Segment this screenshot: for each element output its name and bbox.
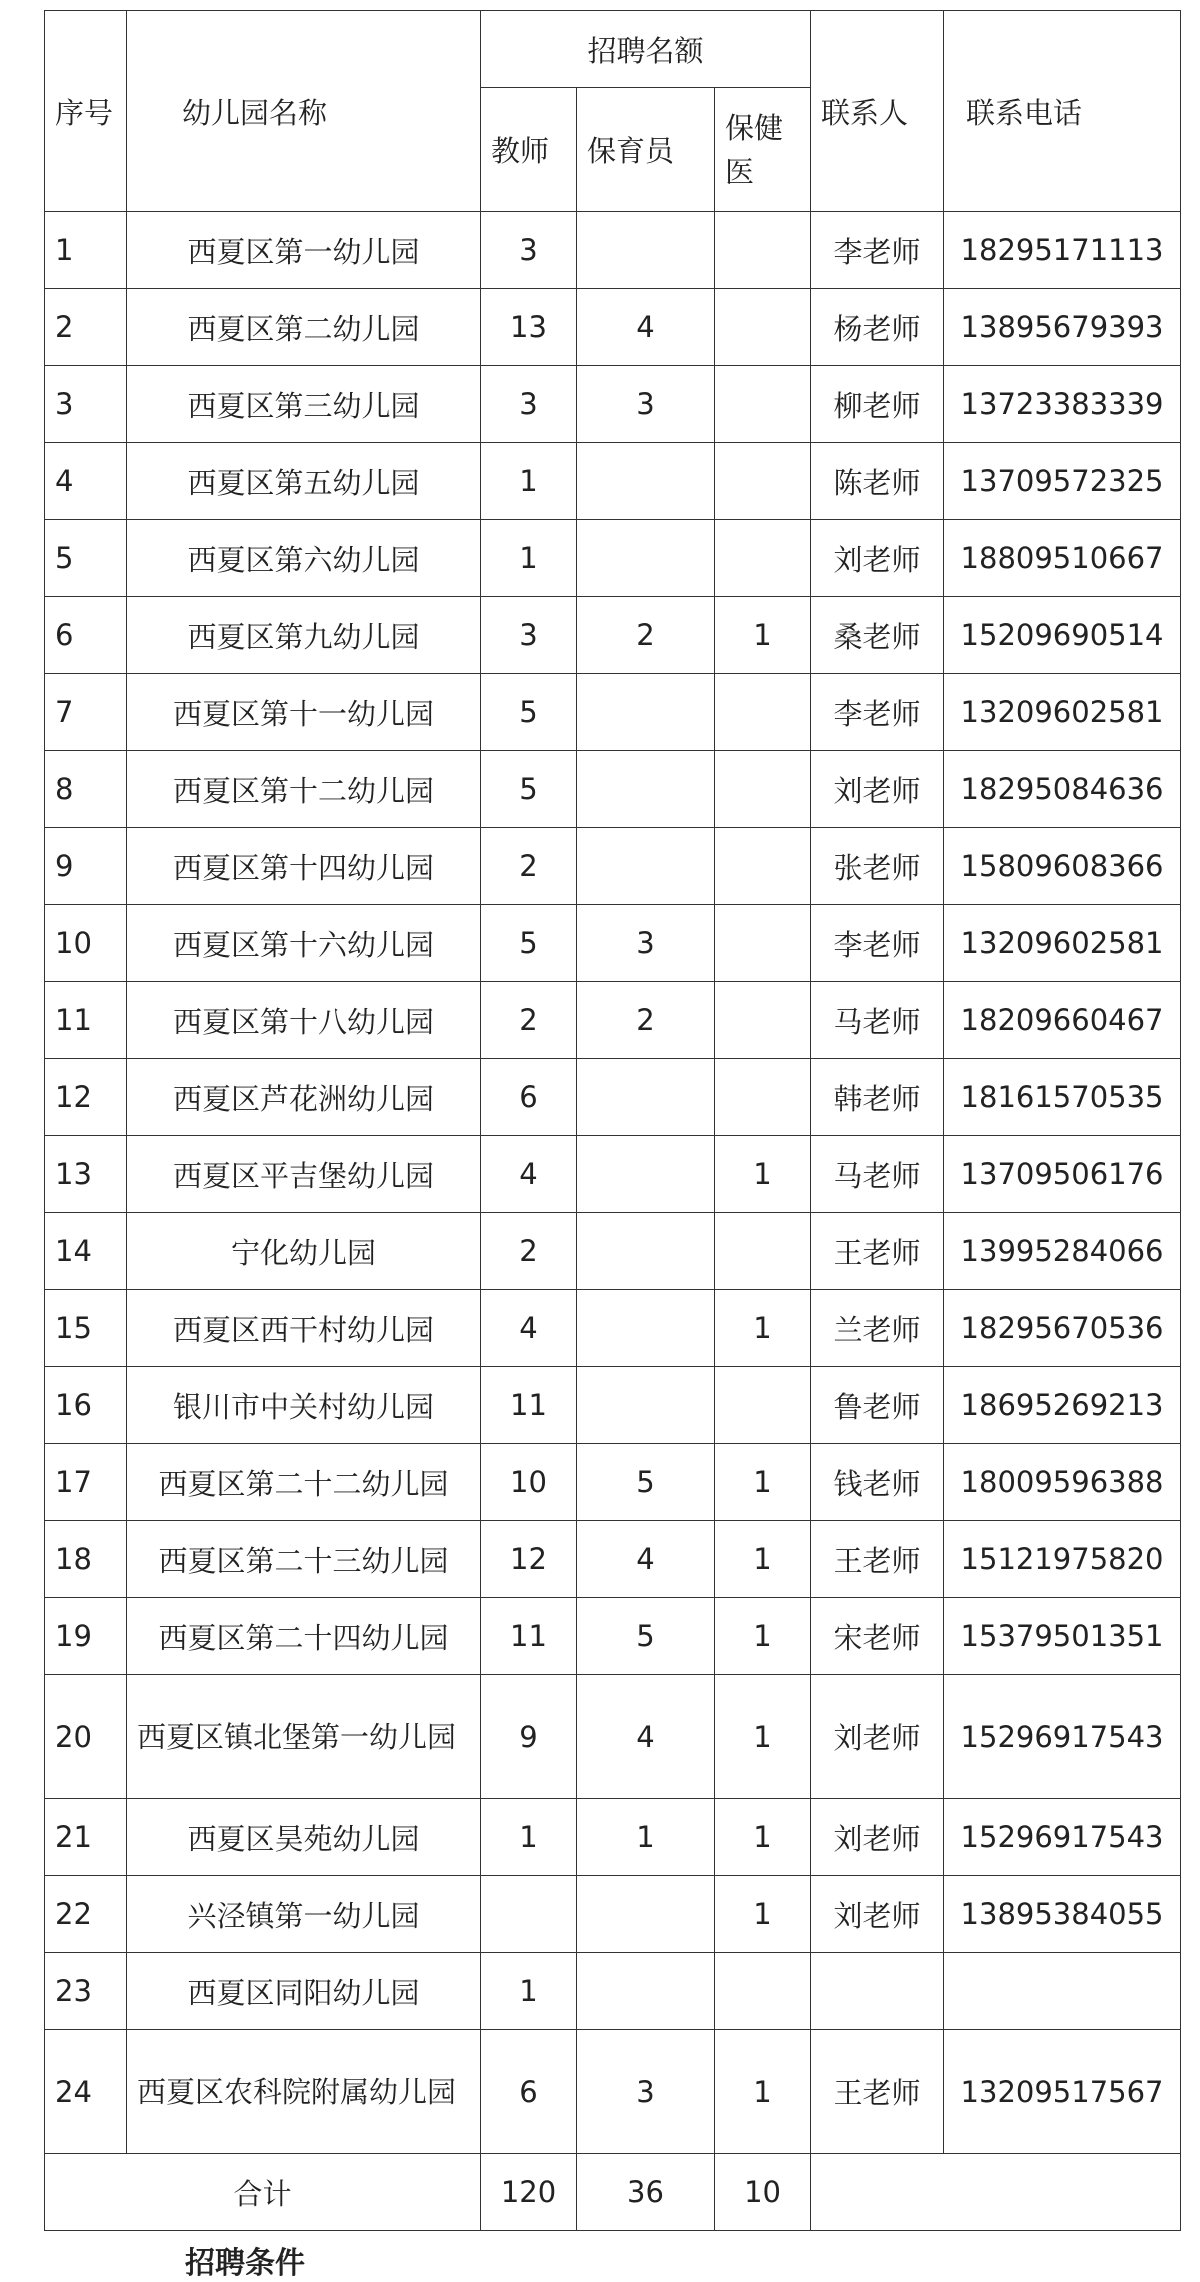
teacher-count-cell: 6	[481, 1059, 577, 1136]
kindergarten-name-cell: 西夏区第九幼儿园	[127, 597, 481, 674]
footer-heading: 招聘条件	[185, 2246, 305, 2281]
teacher-count-cell: 12	[481, 1521, 577, 1598]
table-row	[45, 982, 1181, 1059]
seq-cell: 13	[45, 1136, 127, 1213]
table-row	[45, 674, 1181, 751]
contact-cell	[811, 1953, 944, 2030]
phone-cell: 18209660467	[944, 982, 1181, 1059]
phone-cell: 15809608366	[944, 828, 1181, 905]
contact-cell: 王老师	[811, 1521, 944, 1598]
seq-cell: 2	[45, 289, 127, 366]
nurse-count-cell	[577, 443, 715, 520]
nurse-count-cell	[577, 751, 715, 828]
doctor-count-cell	[715, 1367, 811, 1444]
table-row	[45, 1876, 1181, 1953]
teacher-count-cell: 3	[481, 597, 577, 674]
contact-cell: 刘老师	[811, 520, 944, 597]
phone-cell	[944, 1953, 1181, 2030]
contact-cell: 刘老师	[811, 1799, 944, 1876]
phone-cell: 15209690514	[944, 597, 1181, 674]
doctor-count-cell	[715, 828, 811, 905]
doctor-count-cell: 1	[715, 1876, 811, 1953]
doctor-count-cell	[715, 1953, 811, 2030]
kindergarten-name-cell: 西夏区第五幼儿园	[127, 443, 481, 520]
seq-cell: 12	[45, 1059, 127, 1136]
contact-cell: 李老师	[811, 905, 944, 982]
table-row	[45, 1521, 1181, 1598]
table-row	[45, 520, 1181, 597]
phone-cell: 18295670536	[944, 1290, 1181, 1367]
teacher-count-cell: 5	[481, 674, 577, 751]
kindergarten-name-cell: 西夏区第十六幼儿园	[127, 905, 481, 982]
nurse-count-cell: 3	[577, 2030, 715, 2154]
total-row	[45, 2154, 1181, 2231]
table-row	[45, 597, 1181, 674]
seq-cell: 5	[45, 520, 127, 597]
doctor-count-cell	[715, 1059, 811, 1136]
phone-cell: 15296917543	[944, 1675, 1181, 1799]
phone-cell: 18295171113	[944, 212, 1181, 289]
table-row	[45, 828, 1181, 905]
doctor-count-cell: 1	[715, 1521, 811, 1598]
doctor-count-cell	[715, 751, 811, 828]
table-row	[45, 212, 1181, 289]
nurse-count-cell	[577, 212, 715, 289]
nurse-count-cell: 4	[577, 1521, 715, 1598]
phone-cell: 15121975820	[944, 1521, 1181, 1598]
doctor-count-cell: 1	[715, 1675, 811, 1799]
teacher-count-cell: 13	[481, 289, 577, 366]
doctor-count-cell: 1	[715, 1444, 811, 1521]
header-seq: 序号	[45, 11, 127, 212]
total-label: 合计	[45, 2154, 481, 2231]
nurse-count-cell: 2	[577, 597, 715, 674]
table-row	[45, 1136, 1181, 1213]
seq-cell: 21	[45, 1799, 127, 1876]
nurse-count-cell: 1	[577, 1799, 715, 1876]
doctor-count-cell	[715, 520, 811, 597]
seq-cell: 15	[45, 1290, 127, 1367]
nurse-count-cell: 3	[577, 905, 715, 982]
phone-cell: 18161570535	[944, 1059, 1181, 1136]
header-quota-group: 招聘名额	[481, 11, 811, 88]
table-row	[45, 1290, 1181, 1367]
total-empty-cell	[811, 2154, 1181, 2231]
table-row	[45, 905, 1181, 982]
table-row	[45, 1598, 1181, 1675]
kindergarten-name-cell: 西夏区第十八幼儿园	[127, 982, 481, 1059]
nurse-count-cell	[577, 1213, 715, 1290]
table-row	[45, 1059, 1181, 1136]
contact-cell: 钱老师	[811, 1444, 944, 1521]
seq-cell: 4	[45, 443, 127, 520]
contact-cell: 杨老师	[811, 289, 944, 366]
contact-cell: 王老师	[811, 1213, 944, 1290]
table-row	[45, 1953, 1181, 2030]
contact-cell: 柳老师	[811, 366, 944, 443]
teacher-count-cell	[481, 1876, 577, 1953]
kindergarten-name-cell: 西夏区第二十四幼儿园	[127, 1598, 481, 1675]
table-row	[45, 1799, 1181, 1876]
seq-cell: 1	[45, 212, 127, 289]
kindergarten-name-cell: 西夏区第一幼儿园	[127, 212, 481, 289]
seq-cell: 24	[45, 2030, 127, 2154]
nurse-count-cell: 3	[577, 366, 715, 443]
nurse-count-cell	[577, 1367, 715, 1444]
table-row	[45, 751, 1181, 828]
doctor-count-cell	[715, 366, 811, 443]
seq-cell: 6	[45, 597, 127, 674]
doctor-count-cell: 1	[715, 1136, 811, 1213]
kindergarten-name-cell: 西夏区第二十三幼儿园	[127, 1521, 481, 1598]
contact-cell: 兰老师	[811, 1290, 944, 1367]
table-row	[45, 289, 1181, 366]
header-nurse: 保育员	[577, 88, 715, 212]
teacher-count-cell: 5	[481, 751, 577, 828]
teacher-count-cell: 3	[481, 212, 577, 289]
kindergarten-name-cell: 兴泾镇第一幼儿园	[127, 1876, 481, 1953]
seq-cell: 23	[45, 1953, 127, 2030]
header-name: 幼儿园名称	[127, 11, 481, 212]
table-body	[45, 212, 1181, 2231]
nurse-count-cell	[577, 1290, 715, 1367]
header-teacher: 教师	[481, 88, 577, 212]
phone-cell: 13995284066	[944, 1213, 1181, 1290]
seq-cell: 19	[45, 1598, 127, 1675]
teacher-count-cell: 6	[481, 2030, 577, 2154]
kindergarten-name-cell: 西夏区第六幼儿园	[127, 520, 481, 597]
contact-cell: 陈老师	[811, 443, 944, 520]
nurse-count-cell	[577, 1059, 715, 1136]
teacher-count-cell: 1	[481, 1953, 577, 2030]
kindergarten-name-cell: 西夏区昊苑幼儿园	[127, 1799, 481, 1876]
teacher-count-cell: 9	[481, 1675, 577, 1799]
total-teacher: 120	[481, 2154, 577, 2231]
phone-cell: 13709506176	[944, 1136, 1181, 1213]
phone-cell: 13895384055	[944, 1876, 1181, 1953]
teacher-count-cell: 11	[481, 1598, 577, 1675]
phone-cell: 13209602581	[944, 674, 1181, 751]
contact-cell: 王老师	[811, 2030, 944, 2154]
table-row	[45, 1675, 1181, 1799]
nurse-count-cell: 4	[577, 1675, 715, 1799]
kindergarten-name-cell: 西夏区西干村幼儿园	[127, 1290, 481, 1367]
contact-cell: 马老师	[811, 982, 944, 1059]
phone-cell: 15379501351	[944, 1598, 1181, 1675]
seq-cell: 9	[45, 828, 127, 905]
kindergarten-name-cell: 宁化幼儿园	[127, 1213, 481, 1290]
kindergarten-name-cell: 西夏区平吉堡幼儿园	[127, 1136, 481, 1213]
doctor-count-cell: 1	[715, 1290, 811, 1367]
header-doctor: 保健医	[715, 88, 811, 212]
kindergarten-name-cell: 西夏区第十四幼儿园	[127, 828, 481, 905]
teacher-count-cell: 4	[481, 1290, 577, 1367]
teacher-count-cell: 10	[481, 1444, 577, 1521]
kindergarten-name-cell: 银川市中关村幼儿园	[127, 1367, 481, 1444]
contact-cell: 刘老师	[811, 1675, 944, 1799]
teacher-count-cell: 4	[481, 1136, 577, 1213]
doctor-count-cell	[715, 905, 811, 982]
doctor-count-cell: 1	[715, 597, 811, 674]
kindergarten-name-cell: 西夏区第三幼儿园	[127, 366, 481, 443]
nurse-count-cell: 5	[577, 1444, 715, 1521]
kindergarten-name-cell: 西夏区第十二幼儿园	[127, 751, 481, 828]
contact-cell: 刘老师	[811, 1876, 944, 1953]
doctor-count-cell: 1	[715, 1799, 811, 1876]
teacher-count-cell: 3	[481, 366, 577, 443]
phone-cell: 18695269213	[944, 1367, 1181, 1444]
contact-cell: 李老师	[811, 212, 944, 289]
doctor-count-cell: 1	[715, 1598, 811, 1675]
phone-cell: 18809510667	[944, 520, 1181, 597]
phone-cell: 13209517567	[944, 2030, 1181, 2154]
table-row	[45, 366, 1181, 443]
phone-cell: 15296917543	[944, 1799, 1181, 1876]
seq-cell: 7	[45, 674, 127, 751]
kindergarten-name-cell: 西夏区第十一幼儿园	[127, 674, 481, 751]
seq-cell: 17	[45, 1444, 127, 1521]
teacher-count-cell: 1	[481, 1799, 577, 1876]
table-row	[45, 1213, 1181, 1290]
contact-cell: 鲁老师	[811, 1367, 944, 1444]
kindergarten-name-cell: 西夏区第二幼儿园	[127, 289, 481, 366]
nurse-count-cell	[577, 674, 715, 751]
nurse-count-cell	[577, 828, 715, 905]
seq-cell: 3	[45, 366, 127, 443]
nurse-count-cell: 5	[577, 1598, 715, 1675]
table-row	[45, 2030, 1181, 2154]
contact-cell: 桑老师	[811, 597, 944, 674]
recruitment-table	[44, 10, 1181, 2231]
doctor-count-cell: 1	[715, 2030, 811, 2154]
contact-cell: 李老师	[811, 674, 944, 751]
phone-cell: 18295084636	[944, 751, 1181, 828]
contact-cell: 张老师	[811, 828, 944, 905]
kindergarten-name-cell: 西夏区农科院附属幼儿园	[127, 2030, 481, 2154]
header-contact: 联系人	[811, 11, 944, 212]
doctor-count-cell	[715, 982, 811, 1059]
total-doctor: 10	[715, 2154, 811, 2231]
kindergarten-name-cell: 西夏区同阳幼儿园	[127, 1953, 481, 2030]
teacher-count-cell: 1	[481, 443, 577, 520]
teacher-count-cell: 2	[481, 1213, 577, 1290]
nurse-count-cell	[577, 1953, 715, 2030]
contact-cell: 马老师	[811, 1136, 944, 1213]
nurse-count-cell	[577, 520, 715, 597]
seq-cell: 16	[45, 1367, 127, 1444]
seq-cell: 22	[45, 1876, 127, 1953]
nurse-count-cell: 2	[577, 982, 715, 1059]
teacher-count-cell: 2	[481, 982, 577, 1059]
phone-cell: 13895679393	[944, 289, 1181, 366]
teacher-count-cell: 2	[481, 828, 577, 905]
total-nurse: 36	[577, 2154, 715, 2231]
contact-cell: 韩老师	[811, 1059, 944, 1136]
doctor-count-cell	[715, 443, 811, 520]
table-row	[45, 1444, 1181, 1521]
kindergarten-name-cell: 西夏区芦花洲幼儿园	[127, 1059, 481, 1136]
doctor-count-cell	[715, 289, 811, 366]
table-row	[45, 1367, 1181, 1444]
doctor-count-cell	[715, 212, 811, 289]
seq-cell: 20	[45, 1675, 127, 1799]
seq-cell: 14	[45, 1213, 127, 1290]
phone-cell: 13209602581	[944, 905, 1181, 982]
seq-cell: 18	[45, 1521, 127, 1598]
nurse-count-cell	[577, 1136, 715, 1213]
phone-cell: 13709572325	[944, 443, 1181, 520]
phone-cell: 18009596388	[944, 1444, 1181, 1521]
teacher-count-cell: 11	[481, 1367, 577, 1444]
contact-cell: 刘老师	[811, 751, 944, 828]
seq-cell: 8	[45, 751, 127, 828]
header-phone: 联系电话	[944, 11, 1181, 212]
nurse-count-cell: 4	[577, 289, 715, 366]
doctor-count-cell	[715, 1213, 811, 1290]
nurse-count-cell	[577, 1876, 715, 1953]
contact-cell: 宋老师	[811, 1598, 944, 1675]
kindergarten-name-cell: 西夏区镇北堡第一幼儿园	[127, 1675, 481, 1799]
phone-cell: 13723383339	[944, 366, 1181, 443]
table-row	[45, 443, 1181, 520]
doctor-count-cell	[715, 674, 811, 751]
seq-cell: 10	[45, 905, 127, 982]
teacher-count-cell: 1	[481, 520, 577, 597]
teacher-count-cell: 5	[481, 905, 577, 982]
kindergarten-name-cell: 西夏区第二十二幼儿园	[127, 1444, 481, 1521]
seq-cell: 11	[45, 982, 127, 1059]
